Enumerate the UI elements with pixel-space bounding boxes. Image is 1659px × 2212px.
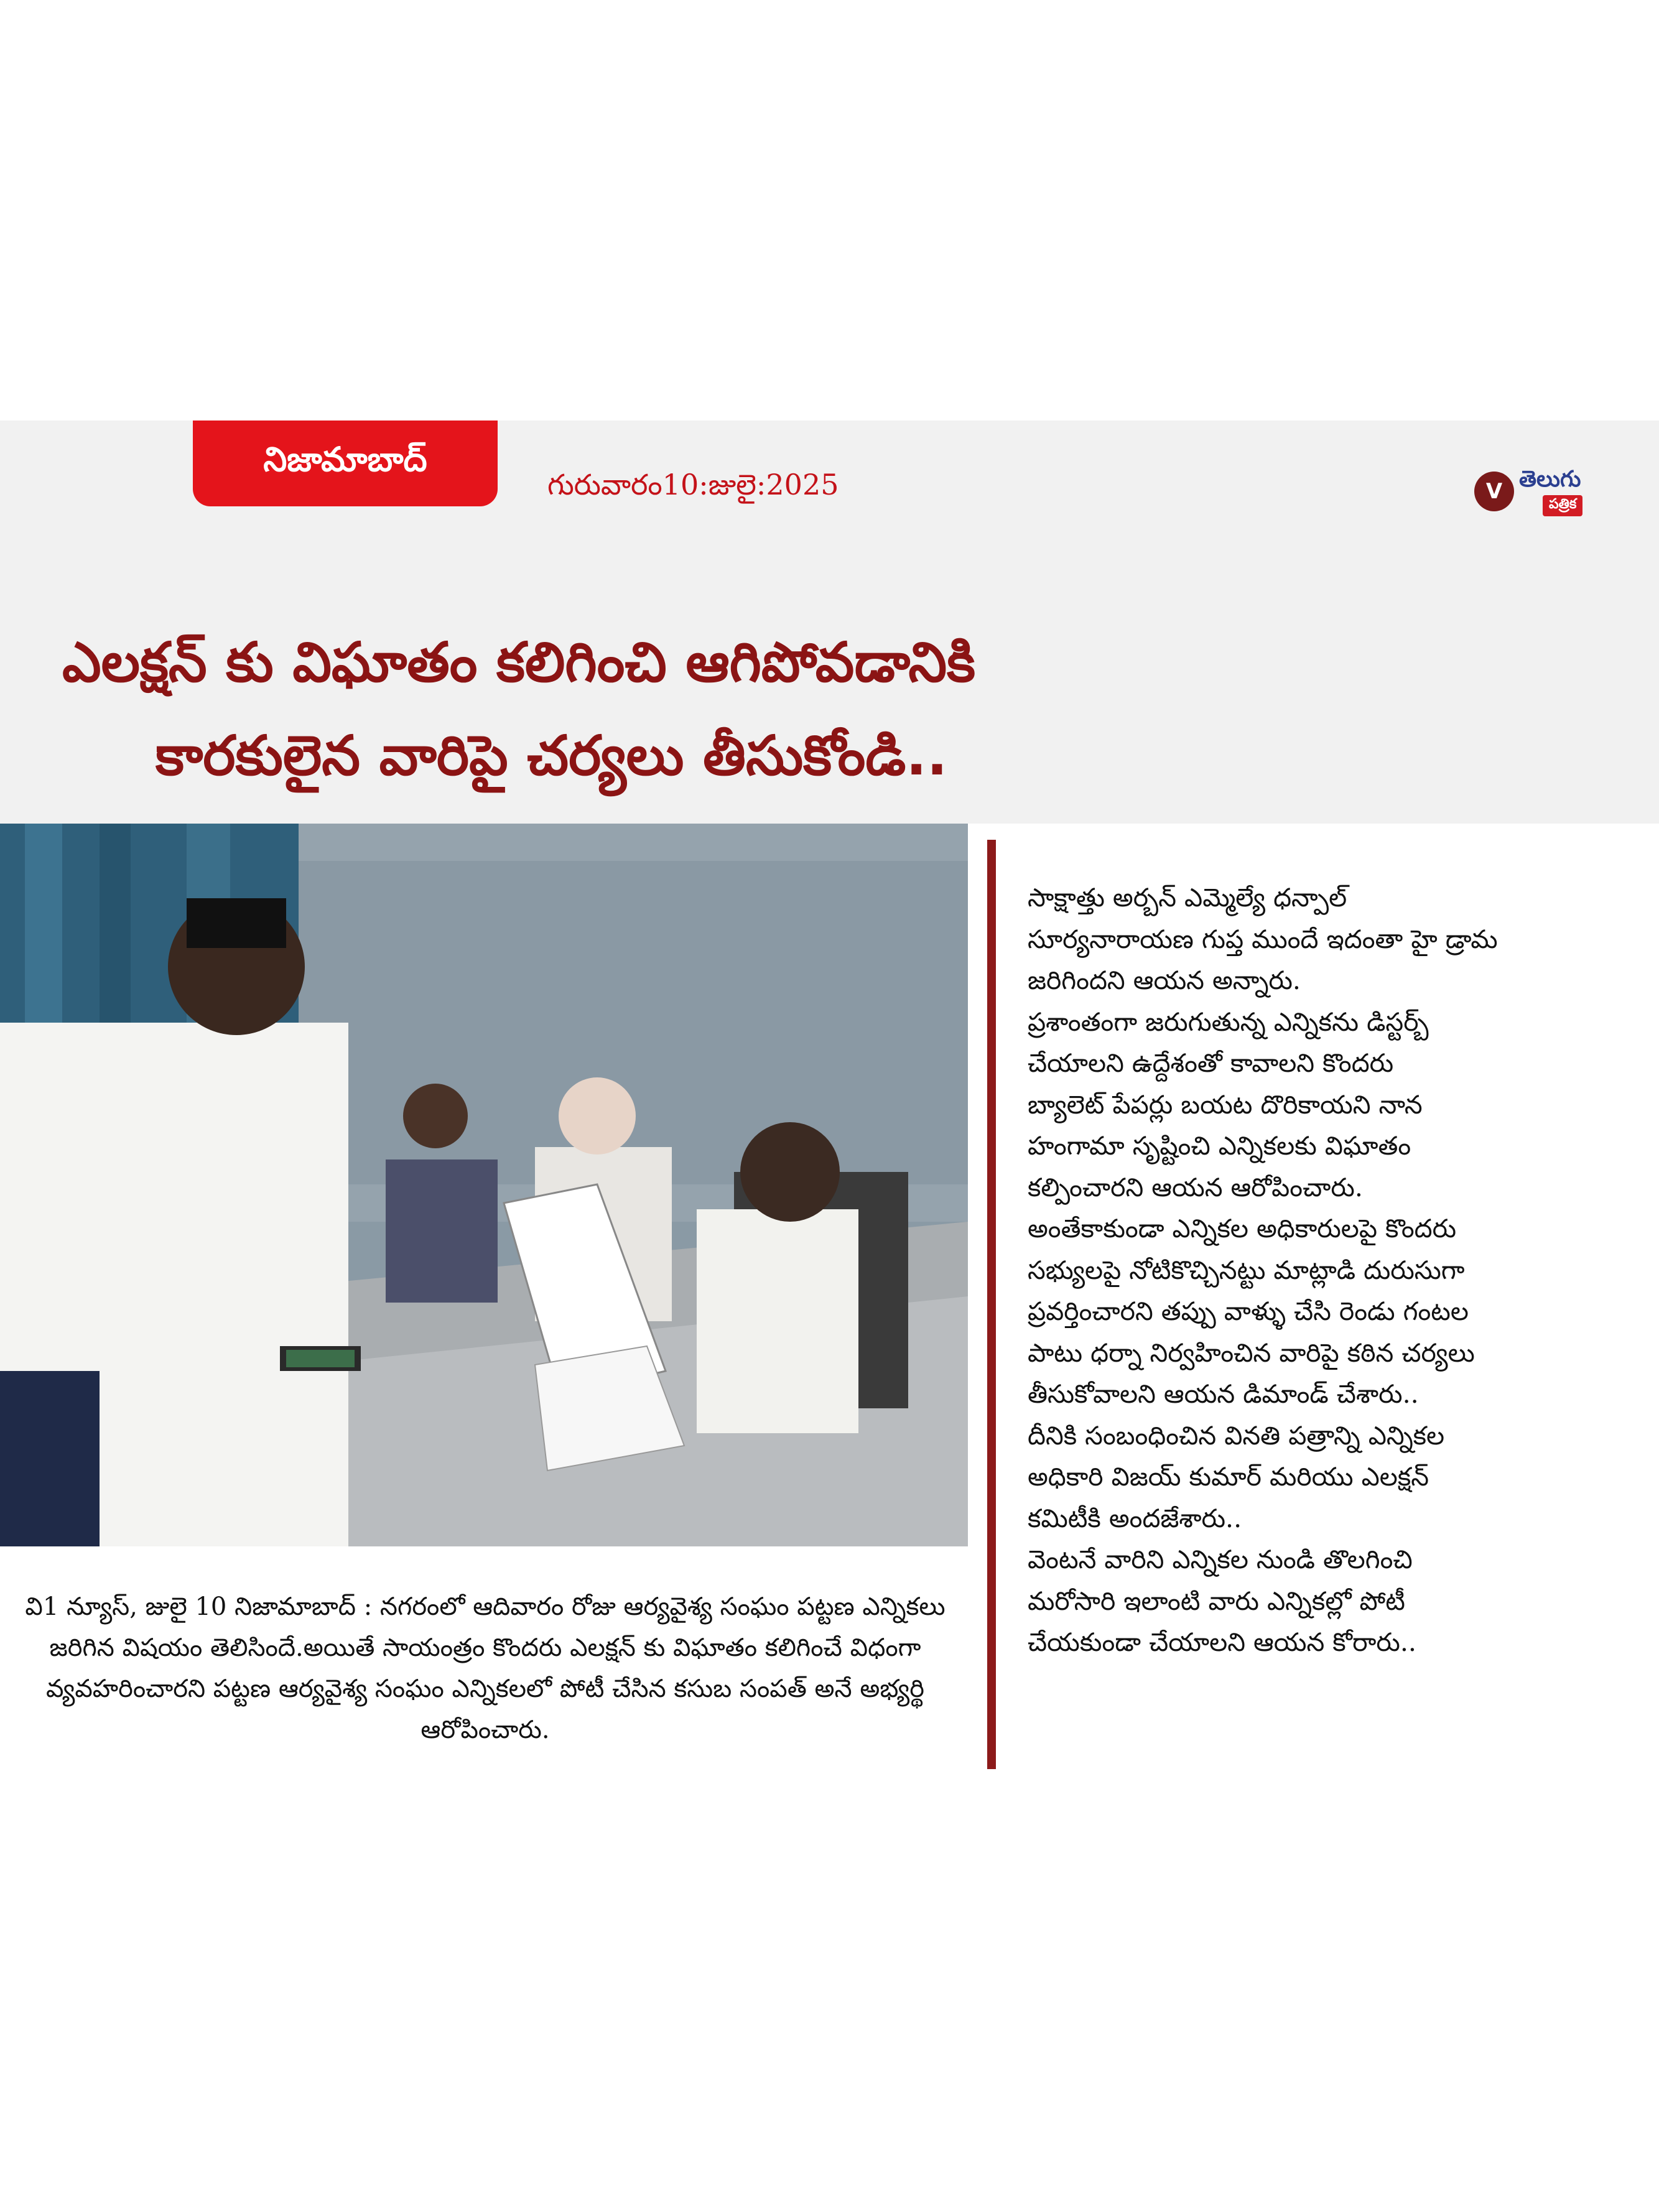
headline-line-2: కారకులైన వారిపై చర్యలు తీసుకోండి.. (156, 723, 948, 788)
body-line: తీసుకోవాలని ఆయన డిమాండ్ చేశారు.. (1028, 1379, 1419, 1409)
body-line: వెంటనే వారిని ఎన్నికల నుండి తొలగించి (1028, 1545, 1413, 1574)
photo-caption: వి1 న్యూస్, జులై 10 నిజామాబాద్ : నగరంలో ఆదివారం రోజు ఆర్యవైశ్య సంఘం పట్టణ ఎన్నికలు జరిగిన విషయం తెలిసిందే.అయితే సాయంత్రం కొందరు ఎలక్షన్ కు విఘాతం కలిగించే విధంగా వ్యవహరించారని పట్టణ ఆర్యవైశ్య సంఘం ఎన్నికలలో పోటీ చేసిన కసుబ సంపత్ అనే అభ్యర్థి ఆరోపించారు. (25, 1592, 946, 1744)
body-line: బ్యాలెట్ పేపర్లు బయట దొరికాయని నాన (1028, 1089, 1423, 1120)
body-line: చేయాలని ఉద్దేశంతో కావాలని కొందరు (1028, 1048, 1394, 1078)
body-line: కమిటీకి అందజేశారు.. (1028, 1503, 1242, 1533)
body-line: మరోసారి ఇలాంటి వారు ఎన్నికల్లో పోటీ (1028, 1586, 1405, 1616)
body-line: సూర్యనారాయణ గుప్త ముందే ఇదంతా హై డ్రామ (1028, 924, 1498, 954)
headline-line-1: ఎలక్షన్ కు విఘాతం కలిగించి ఆగిపోవడానికి (62, 630, 976, 694)
body-line: ప్రశాంతంగా జరుగుతున్న ఎన్నికను డిస్టర్బ్ (1028, 1006, 1429, 1037)
location-tag: నిజామాబాద్ (193, 421, 498, 506)
date-label: గురువారం10:జులై:2025 (547, 468, 839, 501)
body-line: అధికారి విజయ్ కుమార్ మరియు ఎలక్షన్ (1028, 1462, 1429, 1492)
news-photo-illustration (0, 824, 968, 1546)
body-line: చేయకుండా చేయాలని ఆయన కోరారు.. (1028, 1627, 1416, 1657)
body-line: జరిగిందని ఆయన అన్నారు. (1028, 965, 1301, 995)
article-body (1028, 877, 1637, 1663)
body-line: కల్పించారని ఆయన ఆరోపించారు. (1028, 1172, 1363, 1202)
headline (37, 616, 1630, 802)
body-line: హంగామా సృష్టించి ఎన్నికలకు విఘాతం (1028, 1131, 1411, 1161)
body-line: సభ్యులపై నోటికొచ్చినట్టు మాట్లాడి దురుసుగా (1028, 1255, 1465, 1285)
body-line: దీనికి సంబంధించిన వినతి పత్రాన్ని ఎన్నికల (1028, 1420, 1445, 1451)
body-line: పాటు ధర్నా నిర్వహించిన వారిపై కఠిన చర్యలు (1028, 1337, 1475, 1368)
news-photo (0, 824, 968, 1546)
body-line: ప్రవర్తించారని తప్పు వాళ్ళు చేసి రెండు గంటల (1028, 1296, 1469, 1326)
column-divider (987, 840, 996, 1769)
logo-sub: పత్రిక (1543, 495, 1582, 516)
brand-logo (1474, 467, 1624, 516)
logo-mark-icon: V (1474, 472, 1514, 511)
body-line: అంతేకాకుండా ఎన్నికల అధికారులపై కొందరు (1028, 1214, 1457, 1243)
logo-name: తెలుగు (1519, 467, 1581, 492)
body-line: సాక్షాత్తు అర్బన్ ఎమ్మెల్యే ధన్పాల్ (1028, 883, 1347, 913)
